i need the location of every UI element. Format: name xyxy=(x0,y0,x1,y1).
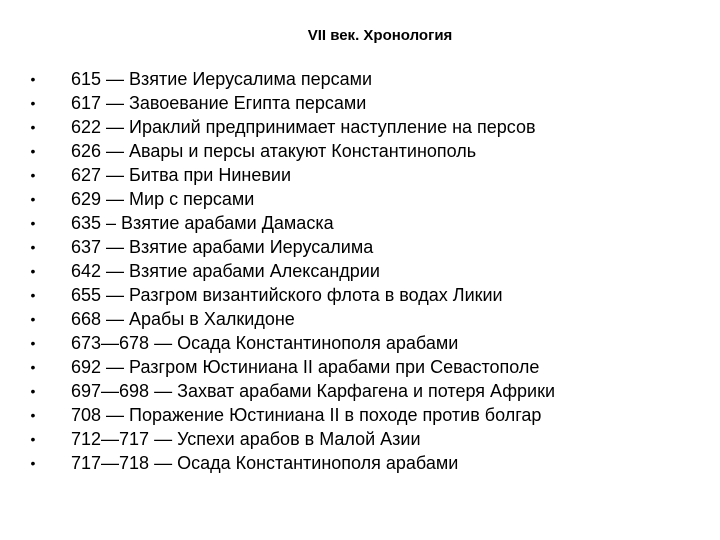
bullet-icon: • xyxy=(30,335,36,351)
slide-title: VII век. Хронология xyxy=(307,27,453,44)
bullet-icon: • xyxy=(30,407,36,423)
bullet-icon: • xyxy=(30,239,36,255)
list-item-text: 615 — Взятие Иерусалима персами xyxy=(71,69,373,89)
bullet-icon: • xyxy=(30,359,36,375)
list-item-text: 712—717 — Успехи арабов в Малой Азии xyxy=(71,429,421,449)
list-item-text: 627 — Битва при Ниневии xyxy=(71,165,292,185)
list-item-text: 697—698 — Захват арабами Карфагена и потеря Африки xyxy=(71,381,556,401)
bullet-icon: • xyxy=(30,311,36,327)
bullet-icon: • xyxy=(30,263,36,279)
list-item-text: 626 — Авары и персы атакуют Константинополь xyxy=(71,141,477,161)
list-item-text: 717—718 — Осада Константинополя арабами xyxy=(71,453,459,473)
list-item-text: 708 — Поражение Юстиниана II в походе против болгар xyxy=(71,405,542,425)
list-item-text: 668 — Арабы в Халкидоне xyxy=(71,309,295,329)
bullet-icon: • xyxy=(30,95,36,111)
list-item-text: 622 — Ираклий предпринимает наступление на персов xyxy=(71,117,536,137)
bullet-icon: • xyxy=(30,191,36,207)
list-item-text: 655 — Разгром византийского флота в водах Ликии xyxy=(71,285,503,305)
bullet-icon: • xyxy=(30,431,36,447)
list-item-text: 617 — Завоевание Египта персами xyxy=(71,93,367,113)
bullet-icon: • xyxy=(30,287,36,303)
list-item-text: 629 — Мир с персами xyxy=(71,189,255,209)
list-item-text: 635 – Взятие арабами Дамаска xyxy=(71,213,334,233)
bullet-icon: • xyxy=(30,455,36,471)
bullet-icon: • xyxy=(30,143,36,159)
list-item-text: 692 — Разгром Юстиниана II арабами при Севастополе xyxy=(71,357,540,377)
list-item-text: 637 — Взятие арабами Иерусалима xyxy=(71,237,374,257)
bullet-icon: • xyxy=(30,167,36,183)
list-item-text: 642 — Взятие арабами Александрии xyxy=(71,261,380,281)
bullet-icon: • xyxy=(30,119,36,135)
bullet-icon: • xyxy=(30,71,36,87)
list-item-text: 673—678 — Осада Константинополя арабами xyxy=(71,333,459,353)
bullet-icon: • xyxy=(30,215,36,231)
bullet-icon: • xyxy=(30,383,36,399)
